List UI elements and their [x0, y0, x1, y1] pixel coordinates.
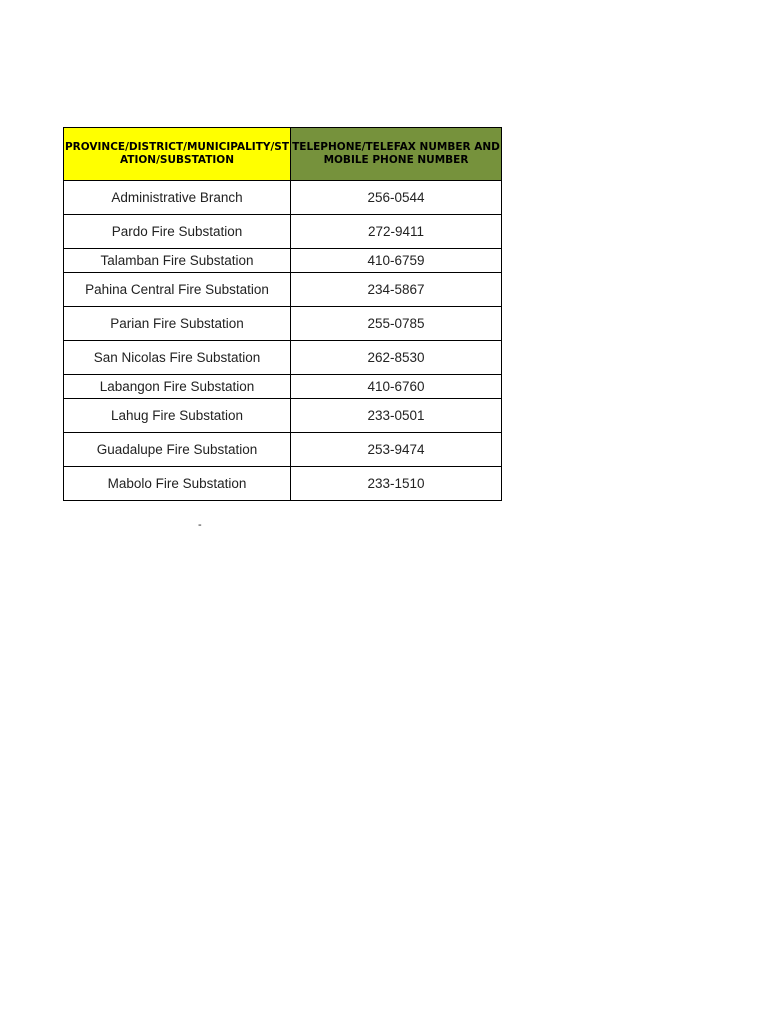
station-name: Labangon Fire Substation: [64, 375, 291, 399]
header-phone: TELEPHONE/TELEFAX NUMBER AND MOBILE PHONE NUMBER: [291, 128, 502, 181]
station-name: San Nicolas Fire Substation: [64, 341, 291, 375]
station-name: Guadalupe Fire Substation: [64, 433, 291, 467]
station-name: Mabolo Fire Substation: [64, 467, 291, 501]
station-name: Administrative Branch: [64, 181, 291, 215]
table-row: [64, 467, 502, 501]
footer-dash: -: [198, 519, 202, 531]
phone-number: 410-6760: [291, 375, 502, 399]
header-station: PROVINCE/DISTRICT/MUNICIPALITY/STATION/SUBSTATION: [64, 128, 291, 181]
phone-number: 262-8530: [291, 341, 502, 375]
phone-number: 256-0544: [291, 181, 502, 215]
phone-number: 253-9474: [291, 433, 502, 467]
table-row: [64, 307, 502, 341]
table-row: [64, 375, 502, 399]
table-row: [64, 215, 502, 249]
phone-number: 410-6759: [291, 249, 502, 273]
table-row: [64, 273, 502, 307]
table-row: [64, 181, 502, 215]
phone-number: 234-5867: [291, 273, 502, 307]
station-name: Parian Fire Substation: [64, 307, 291, 341]
station-name: Lahug Fire Substation: [64, 399, 291, 433]
contact-directory-table: [63, 127, 502, 501]
station-name: Pardo Fire Substation: [64, 215, 291, 249]
phone-number: 272-9411: [291, 215, 502, 249]
station-name: Talamban Fire Substation: [64, 249, 291, 273]
phone-number: 233-1510: [291, 467, 502, 501]
table-header-row: [64, 128, 502, 181]
table-row: [64, 249, 502, 273]
table-row: [64, 399, 502, 433]
table-row: [64, 341, 502, 375]
phone-number: 255-0785: [291, 307, 502, 341]
station-name: Pahina Central Fire Substation: [64, 273, 291, 307]
phone-number: 233-0501: [291, 399, 502, 433]
table-row: [64, 433, 502, 467]
